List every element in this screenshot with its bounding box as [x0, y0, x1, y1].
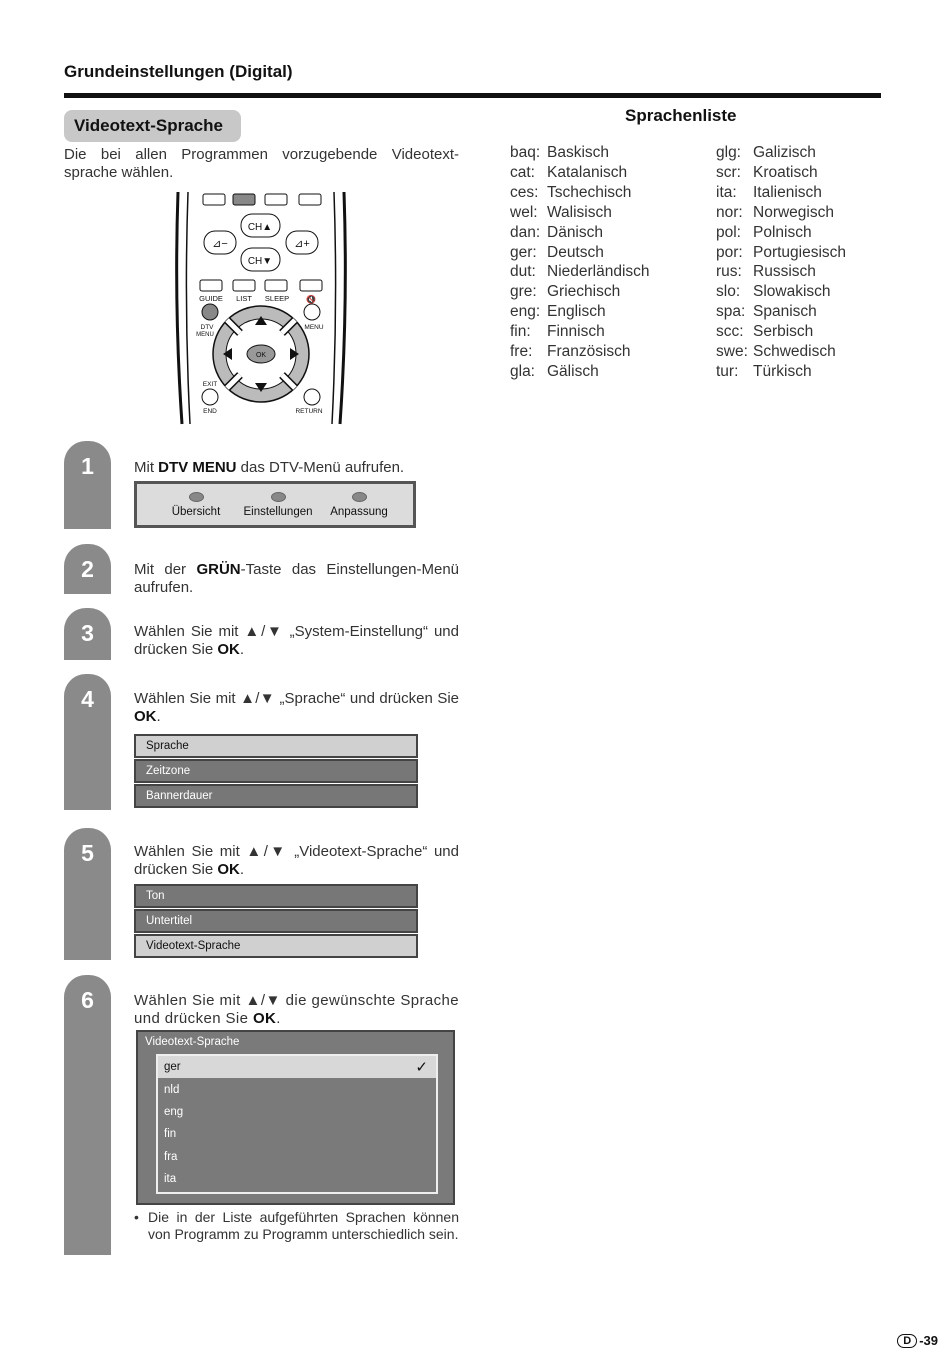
section-title: Videotext-Sprache — [64, 110, 241, 142]
svg-text:SLEEP: SLEEP — [264, 294, 290, 303]
language-row — [510, 302, 650, 322]
videotext-language-window — [136, 1030, 455, 1205]
language-code: pol: — [716, 223, 741, 241]
step-number-1: 1 — [64, 441, 111, 529]
language-code: nor: — [716, 203, 743, 221]
language-row — [510, 183, 650, 203]
language-row — [510, 342, 650, 362]
language-name: Niederländisch — [547, 263, 650, 281]
language-code: cat: — [510, 163, 535, 181]
language-code: tur: — [716, 362, 739, 380]
language-list-title: Sprachenliste — [625, 106, 737, 125]
language-code: dan: — [510, 223, 541, 241]
language-code: ces: — [510, 183, 539, 201]
svg-text:CH▼: CH▼ — [247, 256, 273, 267]
page-header-title: Grundeinstellungen (Digital) — [64, 62, 293, 81]
language-code: scc: — [716, 323, 744, 341]
language-row — [716, 223, 846, 243]
language-row — [510, 203, 650, 223]
language-name: Deutsch — [547, 243, 604, 261]
blue-key-icon — [299, 194, 321, 205]
language-row — [510, 163, 650, 183]
language-name: Polnisch — [753, 223, 812, 241]
step-3-text: Wählen Sie mit ▲/▼ „System-Einstellung“ und drücken Sie OK. — [134, 623, 459, 658]
language-code: wel: — [510, 203, 538, 221]
step-1-text: Mit DTV MENU das DTV-Menü aufrufen. — [134, 459, 405, 476]
green-dot-icon — [271, 492, 286, 502]
language-code: baq: — [510, 144, 541, 161]
dtv-menu-screen — [134, 481, 416, 528]
svg-text:⊿+: ⊿+ — [294, 238, 310, 250]
dtv-menu-key-icon — [202, 304, 218, 320]
language-name: Baskisch — [547, 144, 610, 161]
language-name: Englisch — [547, 303, 606, 321]
language-options-list — [156, 1054, 438, 1194]
language-row — [716, 282, 846, 302]
list-item: eng — [164, 1105, 184, 1118]
language-name: Italienisch — [753, 183, 822, 201]
language-name: Katalanisch — [547, 163, 628, 181]
step-5-text: Wählen Sie mit ▲/▼ „Videotext-Sprache“ und drücken Sie OK. — [134, 843, 459, 878]
svg-text:END: END — [203, 408, 217, 415]
yellow-key-icon — [265, 194, 287, 205]
red-dot-icon — [189, 492, 204, 502]
menu-item-zeitzone: Zeitzone — [134, 759, 418, 783]
page-number — [897, 1333, 938, 1348]
language-list-left-column — [510, 143, 650, 382]
language-row — [716, 362, 846, 382]
menu-item-bannerdauer: Bannerdauer — [134, 784, 418, 808]
svg-text:MENU: MENU — [196, 332, 214, 338]
step-6-text: Wählen Sie mit ▲/▼ die gewünschte Sprache und drücken Sie OK. — [134, 992, 459, 1027]
page-number-text: -39 — [919, 1333, 938, 1348]
language-code: fre: — [510, 343, 533, 361]
check-icon: ✓ — [415, 1059, 428, 1076]
language-name: Portugiesisch — [753, 243, 847, 261]
language-code: gla: — [510, 362, 535, 380]
svg-text:GUIDE: GUIDE — [199, 294, 223, 303]
svg-text:CH▲: CH▲ — [247, 222, 273, 233]
language-name: Norwegisch — [753, 203, 834, 221]
language-code: ger: — [510, 243, 537, 261]
language-row — [716, 302, 846, 322]
header-rule — [64, 93, 881, 98]
language-row — [510, 362, 650, 382]
region-badge: D — [897, 1334, 917, 1348]
list-item: ger ✓ — [158, 1056, 436, 1078]
language-name: Dänisch — [547, 223, 603, 241]
system-settings-menu — [134, 734, 418, 809]
menu-item-videotext-sprache: Videotext-Sprache — [134, 934, 418, 958]
dtv-menu-item-settings: Einstellungen — [233, 484, 323, 525]
language-code: por: — [716, 243, 743, 261]
language-code: rus: — [716, 263, 742, 281]
svg-text:MENU: MENU — [304, 324, 324, 331]
remote-control-illustration — [170, 188, 360, 426]
list-item: fra — [164, 1150, 178, 1163]
language-code: ita: — [716, 183, 737, 201]
language-row — [716, 163, 846, 183]
list-item: nld — [164, 1083, 180, 1096]
language-row — [510, 143, 650, 163]
svg-text:RETURN: RETURN — [295, 408, 323, 415]
language-code: slo: — [716, 283, 741, 301]
language-code: spa: — [716, 303, 746, 321]
language-code: gre: — [510, 283, 537, 301]
note-text: Die in der Liste aufgeführten Sprachen können von Programm zu Programm unterschiedlich sein. — [148, 1209, 459, 1242]
language-row — [716, 243, 846, 263]
language-code: swe: — [716, 343, 748, 361]
note — [134, 1209, 459, 1242]
step-number-2: 2 — [64, 544, 111, 594]
svg-text:🔇: 🔇 — [306, 295, 316, 304]
dtv-menu-item-customize: Anpassung — [314, 484, 404, 525]
dtv-menu-item-overview: Übersicht — [151, 484, 241, 525]
list-item: ita — [164, 1173, 177, 1186]
window-title: Videotext-Sprache — [145, 1036, 240, 1048]
language-name: Serbisch — [753, 323, 814, 341]
language-code: scr: — [716, 163, 741, 181]
language-name: Russisch — [753, 263, 816, 281]
svg-text:EXIT: EXIT — [202, 381, 218, 388]
step-number-5: 5 — [64, 828, 111, 960]
svg-text:LIST: LIST — [236, 294, 252, 303]
language-code: glg: — [716, 144, 741, 161]
language-name: Gälisch — [547, 362, 599, 380]
bullet-icon: • — [134, 1209, 139, 1225]
yellow-dot-icon — [352, 492, 367, 502]
language-code: dut: — [510, 263, 536, 281]
language-code: eng: — [510, 303, 541, 321]
red-key-icon — [203, 194, 225, 205]
svg-text:DTV: DTV — [200, 324, 214, 331]
language-name: Schwedisch — [753, 343, 836, 361]
language-list-right-column — [716, 143, 846, 382]
menu-item-untertitel: Untertitel — [134, 909, 418, 933]
step-2-text: Mit der GRÜN-Taste das Einstellungen-Menü aufrufen. — [134, 561, 460, 596]
language-name: Slowakisch — [753, 283, 831, 301]
language-menu — [134, 884, 418, 959]
language-name: Tschechisch — [547, 183, 632, 201]
svg-text:OK: OK — [255, 352, 267, 359]
step-number-3: 3 — [64, 608, 111, 660]
language-code: fin: — [510, 323, 531, 341]
language-row — [716, 342, 846, 362]
language-name: Französisch — [547, 343, 631, 361]
language-row — [510, 262, 650, 282]
language-name: Griechisch — [547, 283, 621, 301]
step-4-text: Wählen Sie mit ▲/▼ „Sprache“ und drücken Sie OK. — [134, 690, 459, 725]
list-item: fin — [164, 1128, 177, 1141]
menu-item-sprache: Sprache — [134, 734, 418, 758]
language-name: Finnisch — [547, 323, 605, 341]
language-row — [510, 282, 650, 302]
step-number-6: 6 — [64, 975, 111, 1255]
language-row — [716, 203, 846, 223]
language-row — [510, 322, 650, 342]
language-name: Kroatisch — [753, 163, 818, 181]
language-row — [510, 223, 650, 243]
language-name: Galizisch — [753, 144, 816, 161]
step-number-4: 4 — [64, 674, 111, 810]
language-name: Walisisch — [547, 203, 612, 221]
language-row — [716, 143, 846, 163]
section-intro: Die bei allen Programmen vorzugebende Videotext-sprache wählen. — [64, 146, 459, 181]
language-row — [510, 243, 650, 263]
language-name: Türkisch — [753, 362, 812, 380]
language-row — [716, 262, 846, 282]
green-key-icon — [233, 194, 255, 205]
menu-item-ton: Ton — [134, 884, 418, 908]
language-row — [716, 322, 846, 342]
language-row — [716, 183, 846, 203]
svg-text:⊿−: ⊿− — [212, 238, 228, 250]
language-name: Spanisch — [753, 303, 817, 321]
